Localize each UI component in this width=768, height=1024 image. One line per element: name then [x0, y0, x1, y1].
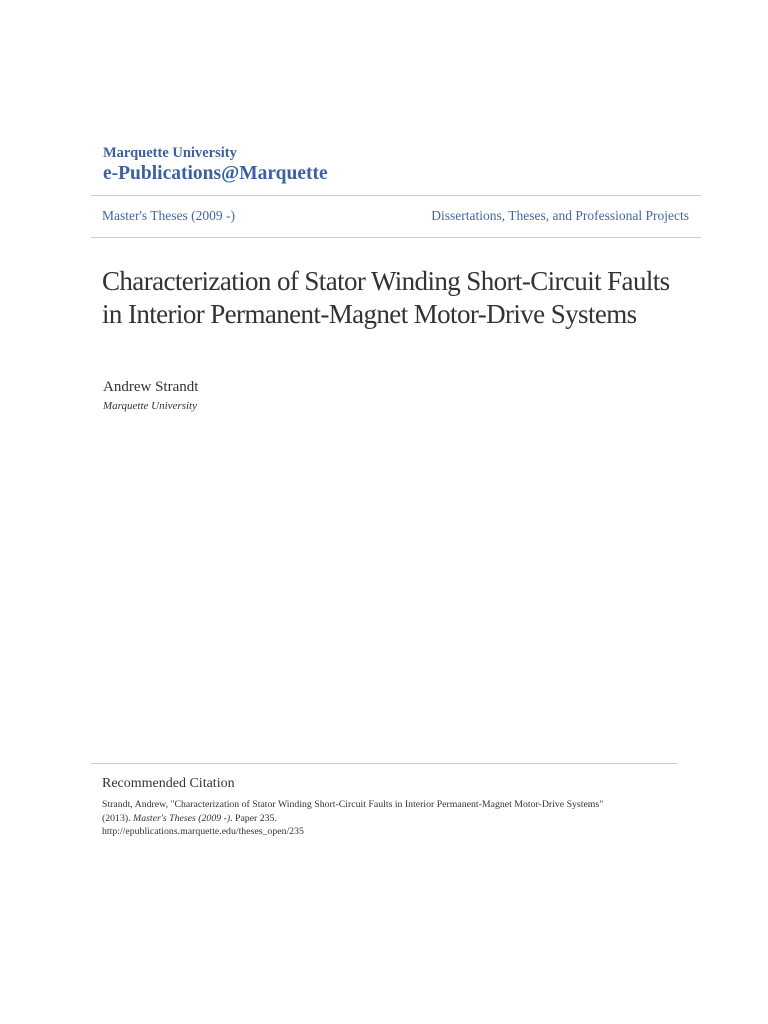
citation-series: Master's Theses (2009 -)	[133, 812, 231, 824]
citation-line-2	[102, 812, 682, 826]
citation-year: (2013).	[102, 812, 134, 824]
collection-bar	[91, 195, 701, 238]
repository-header	[103, 145, 703, 185]
citation-paper-number: . Paper 235.	[230, 812, 277, 824]
citation-text	[102, 798, 682, 839]
citation-url[interactable]: http://epublications.marquette.edu/theses_open/235	[102, 826, 304, 837]
recommended-citation	[91, 763, 678, 837]
collection-link-masters-theses[interactable]: Master's Theses (2009 -)	[102, 208, 236, 223]
collection-link-dissertations[interactable]: Dissertations, Theses, and Professional Projects	[431, 208, 689, 223]
university-name[interactable]: Marquette University	[103, 145, 237, 161]
author-name: Andrew Strandt	[103, 379, 199, 395]
repository-name[interactable]: e-Publications@Marquette	[103, 163, 328, 184]
citation-heading: Recommended Citation	[102, 776, 235, 791]
author-affiliation: Marquette University	[103, 400, 197, 412]
citation-line-1: Strandt, Andrew, "Characterization of Stator Winding Short-Circuit Faults in Interior Permanent-Magnet Motor-Drive Systems"	[102, 799, 604, 810]
document-title: Characterization of Stator Winding Short-Circuit Faults in Interior Permanent-Magnet Motor-Drive Systems	[102, 266, 670, 329]
